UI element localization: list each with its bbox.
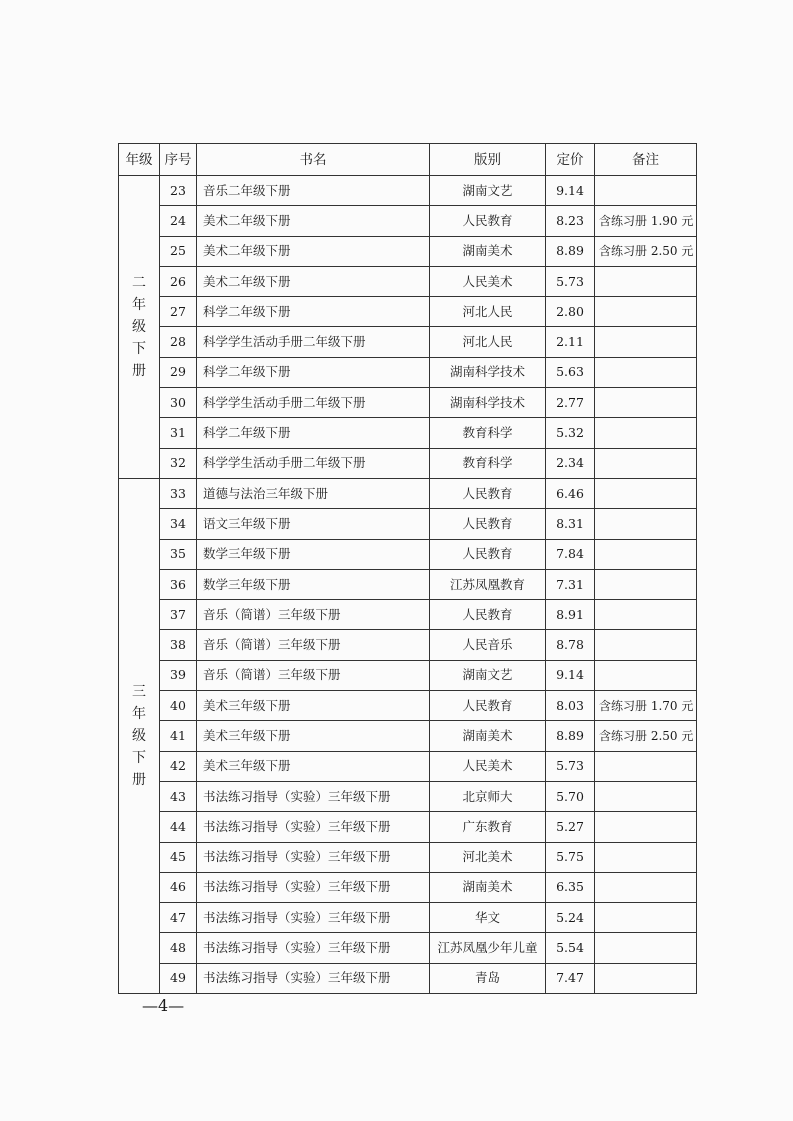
title-cell: 语文三年级下册 xyxy=(197,509,430,539)
table-header-row xyxy=(119,144,697,176)
seq-cell: 48 xyxy=(160,933,197,963)
table-row xyxy=(119,630,697,660)
note-cell: 含练习册 1.90 元 xyxy=(595,206,697,236)
grade-cell xyxy=(119,176,160,479)
table-row xyxy=(119,660,697,690)
edition-cell: 教育科学 xyxy=(430,448,546,478)
edition-cell: 人民美术 xyxy=(430,751,546,781)
table-row xyxy=(119,176,697,206)
seq-cell: 23 xyxy=(160,176,197,206)
price-cell: 5.73 xyxy=(546,751,595,781)
seq-cell: 24 xyxy=(160,206,197,236)
seq-cell: 36 xyxy=(160,569,197,599)
price-cell: 8.89 xyxy=(546,236,595,266)
price-cell: 8.89 xyxy=(546,721,595,751)
title-cell: 书法练习指导（实验）三年级下册 xyxy=(197,903,430,933)
table-row xyxy=(119,600,697,630)
price-cell: 8.23 xyxy=(546,206,595,236)
table-row xyxy=(119,721,697,751)
table-row xyxy=(119,206,697,236)
seq-cell: 28 xyxy=(160,327,197,357)
note-cell xyxy=(595,266,697,296)
title-cell: 美术二年级下册 xyxy=(197,266,430,296)
edition-cell: 湖南美术 xyxy=(430,872,546,902)
seq-cell: 38 xyxy=(160,630,197,660)
table-row xyxy=(119,903,697,933)
edition-cell: 河北人民 xyxy=(430,327,546,357)
note-cell xyxy=(595,539,697,569)
table-row xyxy=(119,236,697,266)
note-cell xyxy=(595,872,697,902)
seq-cell: 31 xyxy=(160,418,197,448)
price-cell: 5.54 xyxy=(546,933,595,963)
header-note: 备注 xyxy=(595,144,697,176)
note-cell xyxy=(595,630,697,660)
price-cell: 5.32 xyxy=(546,418,595,448)
note-cell: 含练习册 2.50 元 xyxy=(595,236,697,266)
title-cell: 科学二年级下册 xyxy=(197,418,430,448)
table-row xyxy=(119,509,697,539)
price-cell: 9.14 xyxy=(546,176,595,206)
seq-cell: 41 xyxy=(160,721,197,751)
note-cell xyxy=(595,781,697,811)
edition-cell: 人民教育 xyxy=(430,509,546,539)
table-row xyxy=(119,388,697,418)
title-cell: 科学学生活动手册二年级下册 xyxy=(197,327,430,357)
price-cell: 2.11 xyxy=(546,327,595,357)
title-cell: 音乐（简谱）三年级下册 xyxy=(197,600,430,630)
grade-char: 年 xyxy=(132,705,146,722)
title-cell: 数学三年级下册 xyxy=(197,569,430,599)
seq-cell: 43 xyxy=(160,781,197,811)
price-cell: 8.78 xyxy=(546,630,595,660)
seq-cell: 49 xyxy=(160,963,197,993)
grade-char: 三 xyxy=(132,683,146,700)
seq-cell: 30 xyxy=(160,388,197,418)
price-cell: 5.70 xyxy=(546,781,595,811)
note-cell xyxy=(595,478,697,508)
note-cell xyxy=(595,963,697,993)
title-cell: 美术三年级下册 xyxy=(197,721,430,751)
note-cell xyxy=(595,903,697,933)
seq-cell: 33 xyxy=(160,478,197,508)
title-cell: 美术二年级下册 xyxy=(197,206,430,236)
price-cell: 5.73 xyxy=(546,266,595,296)
price-cell: 2.77 xyxy=(546,388,595,418)
table-row xyxy=(119,963,697,993)
title-cell: 书法练习指导（实验）三年级下册 xyxy=(197,933,430,963)
table-row xyxy=(119,933,697,963)
note-cell xyxy=(595,176,697,206)
seq-cell: 40 xyxy=(160,691,197,721)
price-cell: 7.47 xyxy=(546,963,595,993)
note-cell xyxy=(595,357,697,387)
note-cell xyxy=(595,297,697,327)
table-row xyxy=(119,448,697,478)
edition-cell: 湖南美术 xyxy=(430,721,546,751)
header-seq: 序号 xyxy=(160,144,197,176)
price-cell: 8.91 xyxy=(546,600,595,630)
header-title: 书名 xyxy=(197,144,430,176)
seq-cell: 37 xyxy=(160,600,197,630)
title-cell: 音乐（简谱）三年级下册 xyxy=(197,660,430,690)
table-row xyxy=(119,812,697,842)
grade-cell xyxy=(119,478,160,993)
table-row xyxy=(119,569,697,599)
title-cell: 美术三年级下册 xyxy=(197,751,430,781)
grade-char: 下 xyxy=(132,749,146,766)
seq-cell: 42 xyxy=(160,751,197,781)
price-cell: 5.75 xyxy=(546,842,595,872)
price-cell: 7.84 xyxy=(546,539,595,569)
header-price: 定价 xyxy=(546,144,595,176)
edition-cell: 人民音乐 xyxy=(430,630,546,660)
note-cell xyxy=(595,388,697,418)
edition-cell: 广东教育 xyxy=(430,812,546,842)
title-cell: 美术二年级下册 xyxy=(197,236,430,266)
seq-cell: 29 xyxy=(160,357,197,387)
title-cell: 音乐二年级下册 xyxy=(197,176,430,206)
header-edition: 版别 xyxy=(430,144,546,176)
seq-cell: 32 xyxy=(160,448,197,478)
price-cell: 8.31 xyxy=(546,509,595,539)
textbook-price-table xyxy=(118,143,697,994)
note-cell xyxy=(595,842,697,872)
note-cell: 含练习册 1.70 元 xyxy=(595,691,697,721)
page-number: —4— xyxy=(142,996,185,1015)
grade-char: 级 xyxy=(132,727,146,744)
title-cell: 科学二年级下册 xyxy=(197,357,430,387)
edition-cell: 人民教育 xyxy=(430,691,546,721)
table-row xyxy=(119,297,697,327)
edition-cell: 湖南美术 xyxy=(430,236,546,266)
seq-cell: 39 xyxy=(160,660,197,690)
edition-cell: 江苏凤凰少年儿童 xyxy=(430,933,546,963)
table-row xyxy=(119,357,697,387)
grade-char: 下 xyxy=(132,340,146,357)
edition-cell: 教育科学 xyxy=(430,418,546,448)
note-cell xyxy=(595,509,697,539)
edition-cell: 北京师大 xyxy=(430,781,546,811)
edition-cell: 人民美术 xyxy=(430,266,546,296)
seq-cell: 44 xyxy=(160,812,197,842)
edition-cell: 青岛 xyxy=(430,963,546,993)
edition-cell: 人民教育 xyxy=(430,206,546,236)
note-cell xyxy=(595,751,697,781)
seq-cell: 26 xyxy=(160,266,197,296)
table-row xyxy=(119,418,697,448)
edition-cell: 河北人民 xyxy=(430,297,546,327)
table-row xyxy=(119,266,697,296)
seq-cell: 25 xyxy=(160,236,197,266)
grade-char: 册 xyxy=(132,362,146,379)
table-row xyxy=(119,691,697,721)
table-row xyxy=(119,872,697,902)
grade-char: 级 xyxy=(132,318,146,335)
grade-char: 年 xyxy=(132,296,146,313)
price-cell: 6.46 xyxy=(546,478,595,508)
grade-char: 二 xyxy=(132,274,146,291)
price-cell: 2.80 xyxy=(546,297,595,327)
edition-cell: 江苏凤凰教育 xyxy=(430,569,546,599)
edition-cell: 人民教育 xyxy=(430,478,546,508)
price-cell: 2.34 xyxy=(546,448,595,478)
edition-cell: 人民教育 xyxy=(430,539,546,569)
seq-cell: 34 xyxy=(160,509,197,539)
title-cell: 书法练习指导（实验）三年级下册 xyxy=(197,781,430,811)
seq-cell: 46 xyxy=(160,872,197,902)
title-cell: 书法练习指导（实验）三年级下册 xyxy=(197,842,430,872)
table-row xyxy=(119,478,697,508)
header-grade: 年级 xyxy=(119,144,160,176)
grade-char: 册 xyxy=(132,771,146,788)
note-cell: 含练习册 2.50 元 xyxy=(595,721,697,751)
price-cell: 8.03 xyxy=(546,691,595,721)
note-cell xyxy=(595,327,697,357)
price-cell: 7.31 xyxy=(546,569,595,599)
title-cell: 科学学生活动手册二年级下册 xyxy=(197,388,430,418)
note-cell xyxy=(595,812,697,842)
table-row xyxy=(119,539,697,569)
table-body xyxy=(119,176,697,994)
title-cell: 书法练习指导（实验）三年级下册 xyxy=(197,963,430,993)
note-cell xyxy=(595,600,697,630)
price-cell: 9.14 xyxy=(546,660,595,690)
note-cell xyxy=(595,660,697,690)
table-row xyxy=(119,751,697,781)
edition-cell: 湖南文艺 xyxy=(430,176,546,206)
title-cell: 科学二年级下册 xyxy=(197,297,430,327)
note-cell xyxy=(595,418,697,448)
price-cell: 6.35 xyxy=(546,872,595,902)
note-cell xyxy=(595,448,697,478)
table-row xyxy=(119,842,697,872)
price-cell: 5.63 xyxy=(546,357,595,387)
seq-cell: 35 xyxy=(160,539,197,569)
seq-cell: 45 xyxy=(160,842,197,872)
seq-cell: 47 xyxy=(160,903,197,933)
title-cell: 音乐（简谱）三年级下册 xyxy=(197,630,430,660)
price-cell: 5.24 xyxy=(546,903,595,933)
edition-cell: 华文 xyxy=(430,903,546,933)
seq-cell: 27 xyxy=(160,297,197,327)
title-cell: 科学学生活动手册二年级下册 xyxy=(197,448,430,478)
title-cell: 数学三年级下册 xyxy=(197,539,430,569)
table-row xyxy=(119,781,697,811)
title-cell: 书法练习指导（实验）三年级下册 xyxy=(197,872,430,902)
table-row xyxy=(119,327,697,357)
price-cell: 5.27 xyxy=(546,812,595,842)
title-cell: 美术三年级下册 xyxy=(197,691,430,721)
title-cell: 书法练习指导（实验）三年级下册 xyxy=(197,812,430,842)
edition-cell: 人民教育 xyxy=(430,600,546,630)
note-cell xyxy=(595,569,697,599)
note-cell xyxy=(595,933,697,963)
title-cell: 道德与法治三年级下册 xyxy=(197,478,430,508)
edition-cell: 湖南科学技术 xyxy=(430,357,546,387)
edition-cell: 河北美术 xyxy=(430,842,546,872)
edition-cell: 湖南文艺 xyxy=(430,660,546,690)
edition-cell: 湖南科学技术 xyxy=(430,388,546,418)
